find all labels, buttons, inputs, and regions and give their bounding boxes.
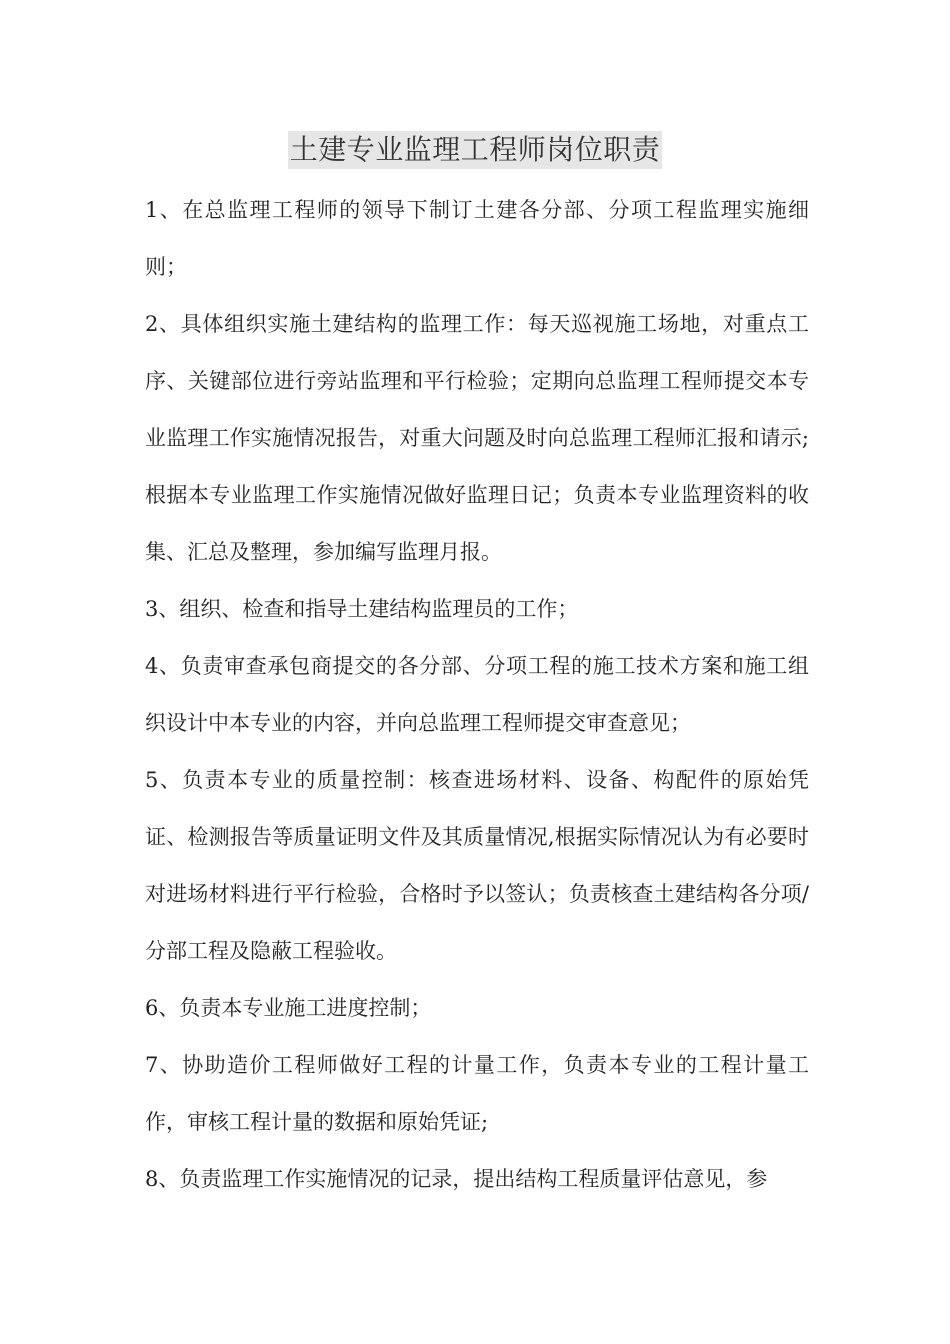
paragraph-3: 3、组织、检查和指导土建结构监理员的工作； — [145, 597, 579, 621]
document-body — [145, 182, 809, 1208]
paragraph-2: 2、具体组织实施土建结构的监理工作：每天巡视施工场地，对重点工序、关键部位进行旁站监理和平行检验；定期向总监理工程师提交本专业监理工作实施情况报告，对重大问题及时向总监理工程师汇报和请示;根据本专业监理工作实施情况做好监理日记；负责本专业监理资料的收集、汇总及整理，参加编写监理月报。 — [145, 312, 809, 564]
paragraph-6: 6、负责本专业施工进度控制； — [145, 996, 432, 1020]
paragraph-8: 8、负责监理工作实施情况的记录，提出结构工程质量评估意见，参 — [145, 1167, 768, 1191]
paragraph-4: 4、负责审查承包商提交的各分部、分项工程的施工技术方案和施工组织设计中本专业的内容，并向总监理工程师提交审查意见； — [145, 654, 809, 735]
paragraph-7: 7、协助造价工程师做好工程的计量工作，负责本专业的工程计量工作，审核工程计量的数据和原始凭证; — [145, 1053, 809, 1134]
title-container — [0, 131, 950, 169]
paragraph-5: 5、负责本专业的质量控制：核查进场材料、设备、构配件的原始凭证、检测报告等质量证明文件及其质量情况,根据实际情况认为有必要时对进场材料进行平行检验，合格时予以签认；负责核查土建结构各分项/分部工程及隐蔽工程验收。 — [145, 768, 809, 963]
page-title: 土建专业监理工程师岗位职责 — [288, 131, 663, 169]
paragraph-1: 1、在总监理工程师的领导下制订土建各分部、分项工程监理实施细则； — [145, 198, 809, 279]
